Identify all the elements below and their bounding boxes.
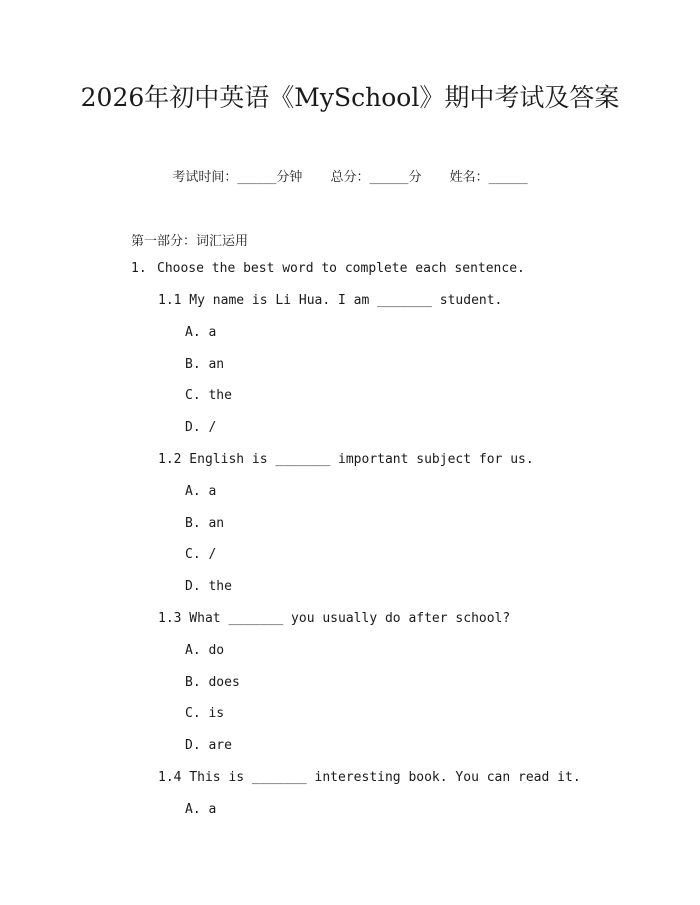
option-3-d[interactable]: D. are — [185, 738, 232, 754]
page-title: 2026年初中英语《MySchool》期中考试及答案 — [80, 83, 620, 112]
option-2-b[interactable]: B. an — [185, 515, 225, 531]
option-3-b[interactable]: B. does — [185, 674, 240, 690]
sub-question-3: 1.3 What _______ you usually do after school? — [158, 611, 511, 626]
option-3-c[interactable]: C. is — [185, 706, 225, 722]
option-3-a[interactable]: A. do — [185, 642, 225, 658]
option-1-b[interactable]: B. an — [185, 356, 225, 372]
sub-question-2: 1.2 English is _______ important subject for us. — [158, 452, 534, 467]
total-score: 总分：______分 — [330, 170, 422, 185]
sub-question-4: 1.4 This is _______ interesting book. You can read it. — [158, 770, 581, 785]
option-1-c[interactable]: C. the — [185, 388, 232, 404]
option-1-a[interactable]: A. a — [185, 324, 217, 340]
exam-meta — [0, 169, 700, 187]
option-2-c[interactable]: C. / — [185, 547, 217, 563]
student-name: 姓名：______ — [449, 170, 528, 185]
section-heading: 第一部分：词汇运用 — [131, 234, 249, 249]
option-2-d[interactable]: D. the — [185, 579, 232, 595]
question-1 — [131, 261, 525, 276]
option-2-a[interactable]: A. a — [185, 483, 217, 499]
question-number: 1. — [131, 261, 147, 276]
option-4-a[interactable]: A. a — [185, 801, 217, 817]
exam-time: 考试时间：______分钟 — [172, 170, 303, 185]
question-text: Choose the best word to complete each sentence. — [157, 261, 525, 276]
option-1-d[interactable]: D. / — [185, 420, 217, 436]
sub-question-1: 1.1 My name is Li Hua. I am _______ student. — [158, 293, 503, 308]
